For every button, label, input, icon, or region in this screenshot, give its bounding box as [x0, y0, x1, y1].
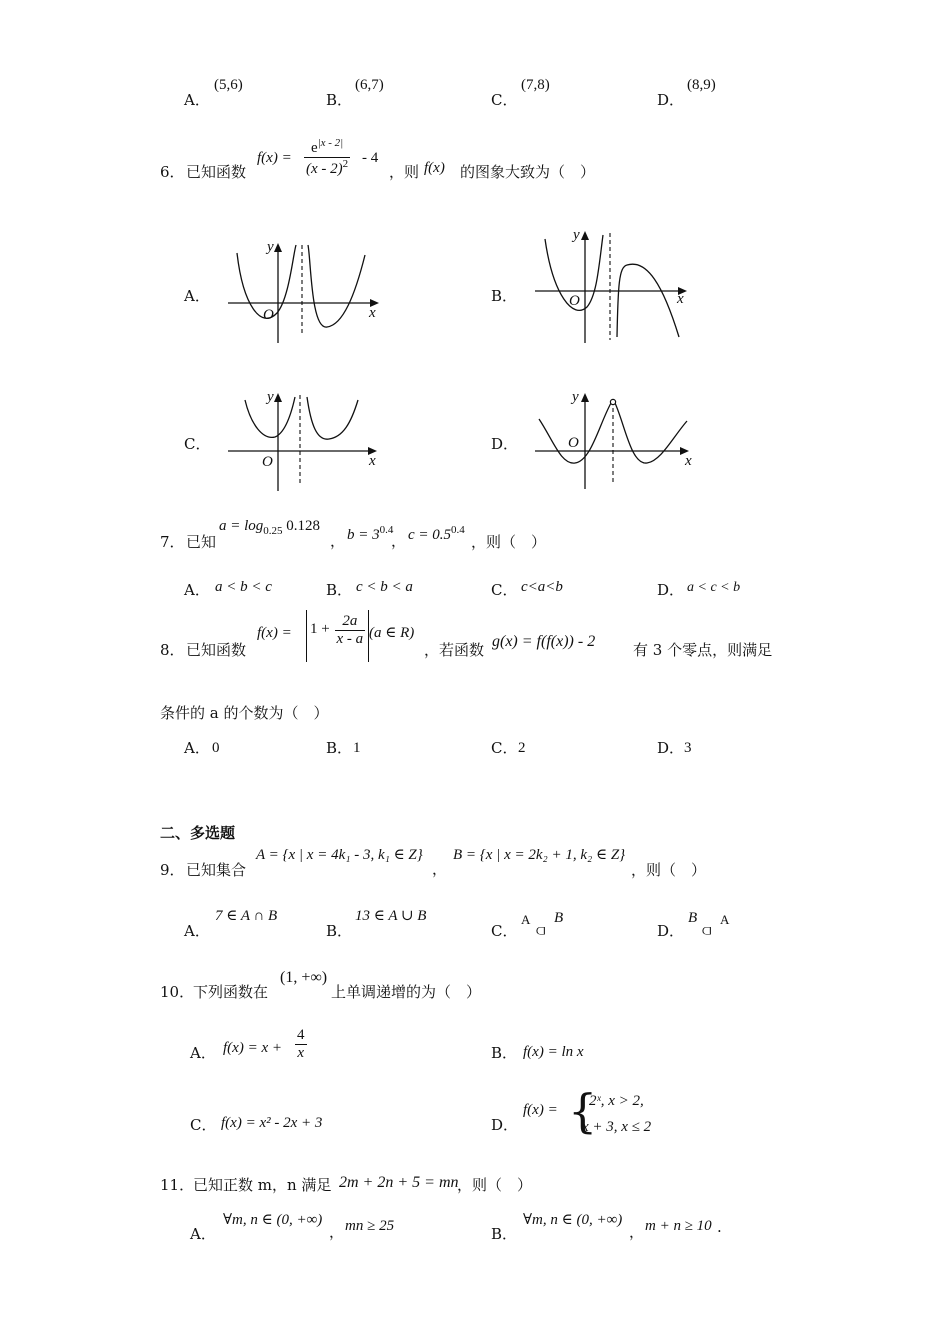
q5-option-d-expr: (8,9)	[687, 77, 716, 93]
q7-c-expr: $c = 0.5^{0.4}$	[408, 524, 465, 543]
q9-set-b: B = {x | x = 2k₂ + 1, k₂ ∈ Z}	[453, 847, 626, 863]
q7-a-val: 0.128	[286, 518, 321, 534]
q7-a-expr: $a = \log_{0.25} 0.128$	[219, 518, 321, 537]
q8-suffix: 有 3 个零点，则满足	[633, 641, 773, 659]
q9-sep: ，	[432, 860, 448, 878]
q10-prefix: 下列函数在	[193, 983, 269, 1001]
q6-graph-c	[225, 385, 385, 493]
q10-option-b-label: B．	[491, 1044, 518, 1062]
x-label: x	[677, 291, 684, 307]
q6-number: 6．	[160, 163, 185, 181]
origin-label: O	[263, 307, 274, 323]
q6-suffix: 的图象大致为（ ）	[460, 163, 596, 181]
q10-a-frac-num: 4	[297, 1027, 305, 1043]
q9-option-d-left: B	[688, 910, 698, 926]
q6-fraction	[304, 138, 350, 177]
q8-g-expr: g(x) = f(f(x)) - 2	[492, 633, 596, 650]
q8-option-b-label: B．	[326, 739, 353, 757]
q9-option-c-right: B	[554, 910, 564, 926]
q9-option-d-label: D．	[657, 922, 685, 940]
q8-option-c-label: C．	[491, 739, 518, 757]
q6-f-lhs: f(x) =	[257, 150, 292, 166]
q7-option-b-expr: c < b < a	[356, 579, 413, 595]
origin-label: O	[262, 454, 273, 470]
x-label: x	[685, 453, 692, 469]
q11-number: 11．	[160, 1176, 195, 1194]
q10-number: 10．	[160, 983, 195, 1001]
q9-prefix: 已知集合	[186, 861, 247, 879]
q7-prefix: 已知	[186, 533, 217, 551]
q11-option-b-tail: .	[717, 1218, 722, 1236]
q11-suffix: ，则（ ）	[457, 1176, 533, 1194]
q6-option-a-label: A．	[184, 287, 210, 305]
q6-frac-den: (x - 2)	[306, 161, 343, 177]
q6-frac-num-exp: |x - 2|	[317, 137, 344, 149]
q8-abs-bars	[306, 610, 369, 662]
q7-a-base: 0.25	[263, 525, 283, 537]
q6-option-c-label: C．	[184, 435, 211, 453]
x-label: x	[369, 305, 376, 321]
q11-prefix: 已知正数 m，n 满足	[193, 1176, 332, 1194]
q9-option-d-symbol: ⫏	[702, 920, 712, 939]
q8-option-a-label: A．	[184, 739, 210, 757]
q9-option-b-expr: 13 ∈ A ∪ B	[355, 908, 427, 924]
q5-option-a-expr: (5,6)	[214, 77, 243, 93]
q10-option-a-lhs: f(x) = x +	[223, 1040, 282, 1056]
q6-graph-b	[535, 225, 695, 345]
q10-option-c-expr: f(x) = x² - 2x + 3	[221, 1115, 323, 1131]
q10-option-c-label: C．	[190, 1116, 217, 1134]
q8-prefix: 已知函数	[186, 641, 247, 659]
q10-option-a-frac	[295, 1028, 307, 1061]
q6-frac-den-exp: 2	[342, 158, 349, 170]
q6-fx: f(x)	[424, 160, 445, 176]
y-label: y	[572, 389, 579, 405]
q6-graph-d	[535, 385, 700, 493]
y-arrow-icon	[274, 393, 282, 402]
q9-option-c-left: A	[521, 912, 531, 927]
y-label: y	[267, 389, 274, 405]
q8-number: 8．	[160, 641, 185, 659]
q10-option-d-case-1: 2ˣ, x > 2,	[589, 1093, 644, 1109]
q6-graph-a	[225, 235, 385, 345]
q8-condition: (a ∈ R)	[369, 625, 415, 641]
q10-a-frac-den: x	[297, 1045, 305, 1061]
y-label: y	[573, 227, 580, 243]
q6-prefix: 已知函数	[186, 163, 247, 181]
q8-f-lhs: f(x) =	[257, 625, 292, 641]
q10-suffix: 上单调递增的为（ ）	[331, 983, 482, 1001]
y-label: y	[267, 239, 274, 255]
q8-mid: ，若函数	[424, 641, 485, 659]
q9-option-c-label: C．	[491, 922, 518, 940]
q8-frac-den: x - a	[336, 631, 364, 647]
q10-option-d-case-2: x + 3, x ≤ 2	[582, 1119, 652, 1135]
section-2-title: 二、多选题	[160, 824, 236, 842]
q7-b-exp: 0.4	[379, 524, 394, 536]
q6-option-b-label: B．	[491, 287, 518, 305]
q8-option-c-expr: 2	[518, 740, 526, 756]
q7-sep-1: ，	[330, 532, 346, 550]
q5-option-d-label: D．	[657, 91, 685, 109]
q5-option-a-label: A．	[184, 91, 210, 109]
q9-option-b-label: B．	[326, 922, 353, 940]
q11-option-a-quant: ∀m, n ∈ (0, +∞)	[223, 1212, 323, 1228]
hollow-point	[610, 399, 615, 404]
q7-number: 7．	[160, 533, 185, 551]
q9-set-a: A = {x | x = 4k₁ - 3, k₁ ∈ Z}	[256, 847, 423, 863]
curve-right	[308, 245, 365, 327]
q10-interval: (1, +∞)	[280, 969, 328, 986]
q10-option-a-label: A．	[190, 1044, 216, 1062]
q8-line-2: 条件的 a 的个数为（ ）	[160, 704, 329, 722]
q5-option-b-label: B．	[326, 91, 353, 109]
q9-option-d-right: A	[720, 912, 730, 927]
q6-mid: ，则	[389, 163, 420, 181]
q6-option-d-label: D．	[491, 435, 519, 453]
x-label: x	[369, 453, 376, 469]
q8-option-b-expr: 1	[353, 740, 361, 756]
q9-option-c-symbol: ⫏	[536, 920, 546, 939]
q11-condition: 2m + 2n + 5 = mn	[339, 1174, 459, 1191]
origin-label: O	[569, 293, 580, 309]
q7-option-c-label: C．	[491, 581, 518, 599]
q10-option-d-lhs: f(x) =	[523, 1102, 558, 1118]
q11-option-b-expr: m + n ≥ 10	[645, 1218, 712, 1234]
q7-option-c-expr: c<a<b	[521, 579, 563, 595]
q7-option-d-expr: a < c < b	[687, 580, 741, 595]
q9-number: 9．	[160, 861, 185, 879]
q7-option-d-label: D．	[657, 581, 685, 599]
origin-label: O	[568, 435, 579, 451]
q11-option-b-sep: ，	[629, 1223, 645, 1241]
q10-option-d-brace: {	[568, 1084, 598, 1138]
curve-left	[539, 403, 611, 463]
q9-option-a-label: A．	[184, 922, 210, 940]
q7-b-expr: $b = 3^{0.4}$	[347, 524, 394, 543]
q5-option-c-label: C．	[491, 91, 518, 109]
q10-option-d-label: D．	[491, 1116, 519, 1134]
curve-right	[307, 397, 358, 439]
q6-minus-4: - 4	[362, 150, 379, 166]
q11-option-a-expr: mn ≥ 25	[345, 1218, 395, 1234]
q9-suffix: ，则（ ）	[631, 861, 707, 879]
q9-option-a-expr: 7 ∈ A ∩ B	[215, 908, 278, 924]
q5-option-c-expr: (7,8)	[521, 77, 550, 93]
q10-option-b-expr: f(x) = ln x	[523, 1044, 584, 1060]
q11-option-b-label: B．	[491, 1225, 518, 1243]
y-arrow-icon	[581, 231, 589, 240]
y-arrow-icon	[581, 393, 589, 402]
q8-one-plus: 1 +	[310, 621, 330, 637]
q7-c-exp: 0.4	[451, 524, 465, 536]
q7-option-a-expr: a < b < c	[215, 579, 272, 595]
q11-option-b-quant: ∀m, n ∈ (0, +∞)	[523, 1212, 623, 1228]
q8-option-d-label: D．	[657, 739, 685, 757]
q7-option-b-label: B．	[326, 581, 353, 599]
q7-option-a-label: A．	[184, 581, 210, 599]
curve-right	[615, 403, 687, 463]
q6-frac-num: e	[310, 140, 318, 156]
q7-sep-2: ，	[391, 532, 407, 550]
q8-option-d-expr: 3	[684, 740, 692, 756]
q11-option-a-label: A．	[190, 1225, 216, 1243]
q8-frac-num: 2a	[335, 614, 366, 631]
q7-suffix: ，则（ ）	[471, 533, 547, 551]
q11-option-a-sep: ，	[329, 1223, 345, 1241]
q8-option-a-expr: 0	[212, 740, 220, 756]
q5-option-b-expr: (6,7)	[355, 77, 384, 93]
y-arrow-icon	[274, 243, 282, 252]
curve-right	[617, 264, 679, 337]
